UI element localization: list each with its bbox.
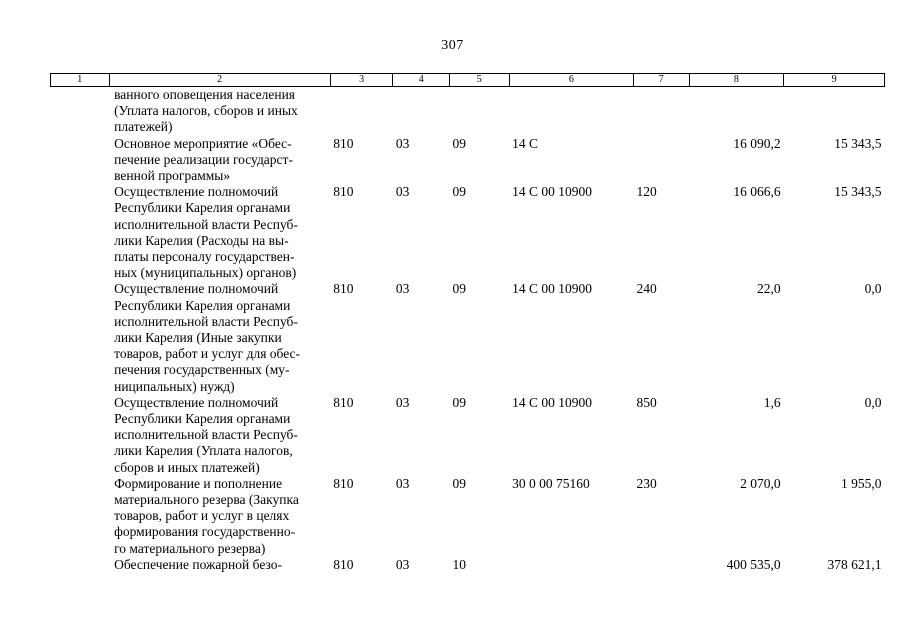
section-cell: 03 <box>395 135 410 151</box>
target-article-cell <box>509 87 633 136</box>
ministry-cell: 810 <box>333 475 354 491</box>
column-header-2: 2 <box>109 74 330 87</box>
table-row <box>51 184 885 281</box>
ministry-cell: 810 <box>333 281 354 297</box>
amount-1-cell: 16 066,6 <box>733 184 781 200</box>
expense-type-cell: 230 <box>636 475 657 491</box>
column-header-3: 3 <box>330 74 393 87</box>
amount-1-cell: 1,6 <box>763 394 781 410</box>
amount-1-cell: 16 090,2 <box>733 135 781 151</box>
target-article-cell: 30 0 00 75160 <box>512 475 590 491</box>
target-article-cell: 14 С <box>512 135 538 151</box>
description-cell: Осуществление полномочий Республики Карелия органами исполнительной власти Респуб- лики Карелия (Расходы на вы- платы персоналу государствен- ных (муниципальных) органов) <box>114 184 298 281</box>
amount-2-cell: 15 343,5 <box>834 184 882 200</box>
column-header-9: 9 <box>784 74 885 87</box>
column-header-8: 8 <box>689 74 784 87</box>
row-number-cell <box>51 136 110 185</box>
ministry-cell <box>330 87 393 136</box>
row-number-cell <box>51 395 110 476</box>
section-cell <box>393 87 450 136</box>
description-cell: ванного оповещения населения (Уплата налогов, сборов и иных платежей) <box>114 87 298 135</box>
ministry-cell: 810 <box>333 556 354 572</box>
page-number: 307 <box>441 38 464 53</box>
subsection-cell: 09 <box>452 475 466 491</box>
column-header-4: 4 <box>393 74 450 87</box>
section-cell: 03 <box>395 556 410 572</box>
amount-2-cell: 0,0 <box>864 281 882 297</box>
column-header-6: 6 <box>509 74 633 87</box>
column-header-7: 7 <box>634 74 690 87</box>
amount-2-cell: 0,0 <box>864 394 882 410</box>
target-article-cell: 14 С 00 10900 <box>512 281 592 297</box>
header-row <box>51 74 885 87</box>
section-cell: 03 <box>395 281 410 297</box>
table-row <box>51 557 885 573</box>
ministry-cell: 810 <box>333 135 354 151</box>
target-article-cell: 14 С 00 10900 <box>512 184 592 200</box>
budget-table <box>50 73 885 573</box>
amount-1-cell: 22,0 <box>757 281 781 297</box>
amount-2-cell: 378 621,1 <box>827 556 882 572</box>
table-body <box>51 87 885 574</box>
table-row <box>51 281 885 394</box>
expense-type-cell <box>634 557 690 573</box>
ministry-cell: 810 <box>333 394 354 410</box>
subsection-cell <box>449 87 509 136</box>
row-number-cell <box>51 87 110 136</box>
description-cell: Основное мероприятие «Обес- печение реализации государст- венной программы» <box>114 135 293 184</box>
expense-type-cell: 120 <box>636 184 657 200</box>
amount-1-cell: 2 070,0 <box>740 475 781 491</box>
expense-type-cell: 240 <box>636 281 657 297</box>
target-article-cell: 14 С 00 10900 <box>512 394 592 410</box>
subsection-cell: 09 <box>452 394 466 410</box>
section-cell: 03 <box>395 475 410 491</box>
table-row <box>51 87 885 136</box>
description-cell: Формирование и пополнение материального резерва (Закупка товаров, работ и услуг в целях формирования государственно- го материального резерва) <box>114 475 299 556</box>
amount-1-cell <box>689 87 784 136</box>
table-row <box>51 476 885 557</box>
expense-type-cell: 850 <box>636 394 657 410</box>
table-header <box>51 74 885 87</box>
section-cell: 03 <box>395 394 410 410</box>
subsection-cell: 10 <box>452 556 466 572</box>
amount-2-cell <box>784 87 885 136</box>
subsection-cell: 09 <box>452 135 466 151</box>
description-cell: Осуществление полномочий Республики Карелия органами исполнительной власти Респуб- лики Карелия (Иные закупки товаров, работ и услуг для обес- печения государственных (му- ниципальных) нужд) <box>114 281 301 394</box>
row-number-cell <box>51 557 110 573</box>
target-article-cell <box>509 557 633 573</box>
amount-2-cell: 15 343,5 <box>834 135 882 151</box>
row-number-cell <box>51 476 110 557</box>
expense-type-cell <box>634 87 690 136</box>
amount-1-cell: 400 535,0 <box>726 556 781 572</box>
table-row <box>51 395 885 476</box>
section-cell: 03 <box>395 184 410 200</box>
column-header-1: 1 <box>51 74 110 87</box>
amount-2-cell: 1 955,0 <box>841 475 882 491</box>
ministry-cell: 810 <box>333 184 354 200</box>
row-number-cell <box>51 281 110 394</box>
description-cell: Обеспечение пожарной безо- <box>114 556 282 572</box>
expense-type-cell <box>634 136 690 185</box>
description-cell: Осуществление полномочий Республики Карелия органами исполнительной власти Респуб- лики Карелия (Уплата налогов, сборов и иных платежей) <box>114 394 298 475</box>
table-row <box>51 136 885 185</box>
subsection-cell: 09 <box>452 281 466 297</box>
subsection-cell: 09 <box>452 184 466 200</box>
row-number-cell <box>51 184 110 281</box>
column-header-5: 5 <box>449 74 509 87</box>
